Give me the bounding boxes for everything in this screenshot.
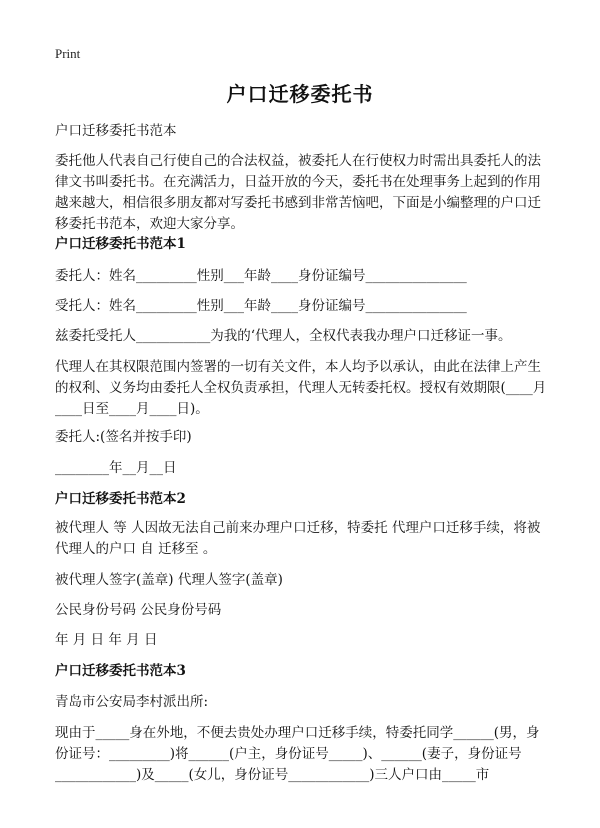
intro-paragraph: 委托他人代表自己行使自己的合法权益，被委托人在行使权力时需出具委托人的法律文书叫委托书。在充满活力，日益开放的今天，委托书在处理事务上起到的作用越来越大，相信很多朋友都对写委托书感到非常苦恼吧，下面是小编整理的户口迁移委托书范本，欢迎大家分享。	[55, 153, 541, 232]
section-2-heading: 户口迁移委托书范本2	[55, 491, 186, 507]
principal-line: 委托人：姓名_________性别___年龄____身份证编号_______________	[55, 268, 467, 284]
id-numbers-line: 公民身份号码 公民身份号码	[55, 602, 222, 618]
principal-sign-line: 委托人:(签名并按手印)	[55, 429, 192, 445]
document-subtitle: 户口迁移委托书范本	[55, 123, 177, 139]
date-line: ________年__月__日	[55, 460, 177, 476]
agent-line: 受托人：姓名_________性别___年龄____身份证编号_______________	[55, 298, 467, 314]
section-2-body: 被代理人 等 人因故无法自己前来办理户口迁移，特委托 代理户口迁移手续，将被代理人的户口 自 迁移至 。	[55, 520, 541, 557]
addressee-line: 青岛市公安局李村派出所:	[55, 694, 209, 710]
scope-paragraph: 代理人在其权限范围内签署的一切有关文件，本人均予以承认，由此在法律上产生的权利、义务均由委托人全权负责承担，代理人无转委托权。授权有效期限(____月____日至____月____日)。	[55, 359, 547, 417]
document-title: 户口迁移委托书	[226, 82, 374, 106]
section-3-heading: 户口迁移委托书范本3	[55, 663, 186, 679]
section-1-heading: 户口迁移委托书范本1	[55, 236, 186, 252]
print-label[interactable]: Print	[55, 46, 81, 61]
appoint-line: 兹委托受托人___________为我的‘代理人，全权代表我办理户口迁移证一事。	[55, 328, 512, 344]
signatures-line: 被代理人签字(盖章) 代理人签字(盖章)	[55, 572, 283, 588]
section-3-body: 现由于_____身在外地，不便去贵处办理户口迁移手续，特委托同学______(男，身份证号：_________)将______(户主，身份证号_____)、______(妻子，身份证号____________)及_____(女儿，身份证号____________)三人户口由_____市	[55, 725, 540, 783]
dates-line: 年 月 日 年 月 日	[55, 632, 158, 648]
